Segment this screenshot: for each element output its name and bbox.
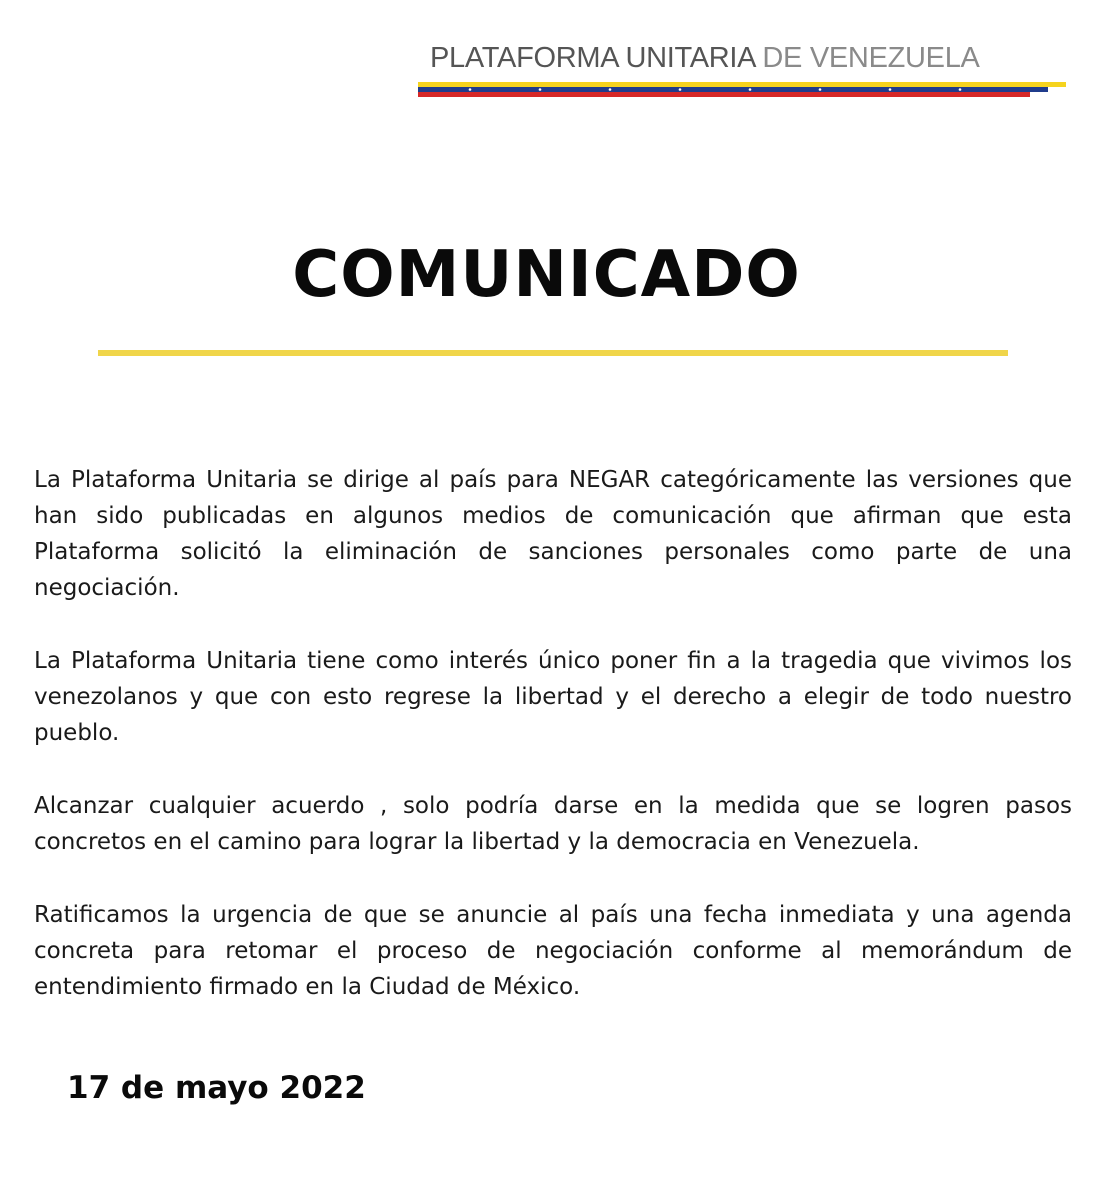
flag-stripe-icon xyxy=(418,80,1068,100)
statement-date: 17 de mayo 2022 xyxy=(67,1070,366,1106)
paragraph: Ratificamos la urgencia de que se anuncie al país una fecha inmediata y una agenda concreta para retomar el proceso de negociación conforme al memorándum de entendimiento firmado en la Ciudad de México. xyxy=(34,902,1072,1000)
logo-main-text: PLATAFORMA UNITARIA xyxy=(430,42,755,74)
paragraph: La Plataforma Unitaria tiene como interés único poner fin a la tragedia que vivimos los venezolanos y que con esto regrese la libertad y el derecho a elegir de todo nuestro pueblo. xyxy=(34,648,1072,746)
organization-logo xyxy=(418,42,1068,102)
logo-suffix-text: DE VENEZUELA xyxy=(762,42,980,74)
statement-body xyxy=(34,462,1072,1042)
paragraph: Alcanzar cualquier acuerdo , solo podría darse en la medida que se logren pasos concretos en el camino para lograr la libertad y la democracia en Venezuela. xyxy=(34,793,1072,855)
paragraph: La Plataforma Unitaria se dirige al país para NEGAR categóricamente las versiones que han sido publicadas en algunos medios de comunicación que afirman que esta Plataforma solicitó la eliminación de sanciones personales como parte de una negociación. xyxy=(34,467,1072,601)
page-title: COMUNICADO xyxy=(292,238,801,312)
logo-text xyxy=(430,42,980,75)
title-divider xyxy=(98,350,1008,356)
